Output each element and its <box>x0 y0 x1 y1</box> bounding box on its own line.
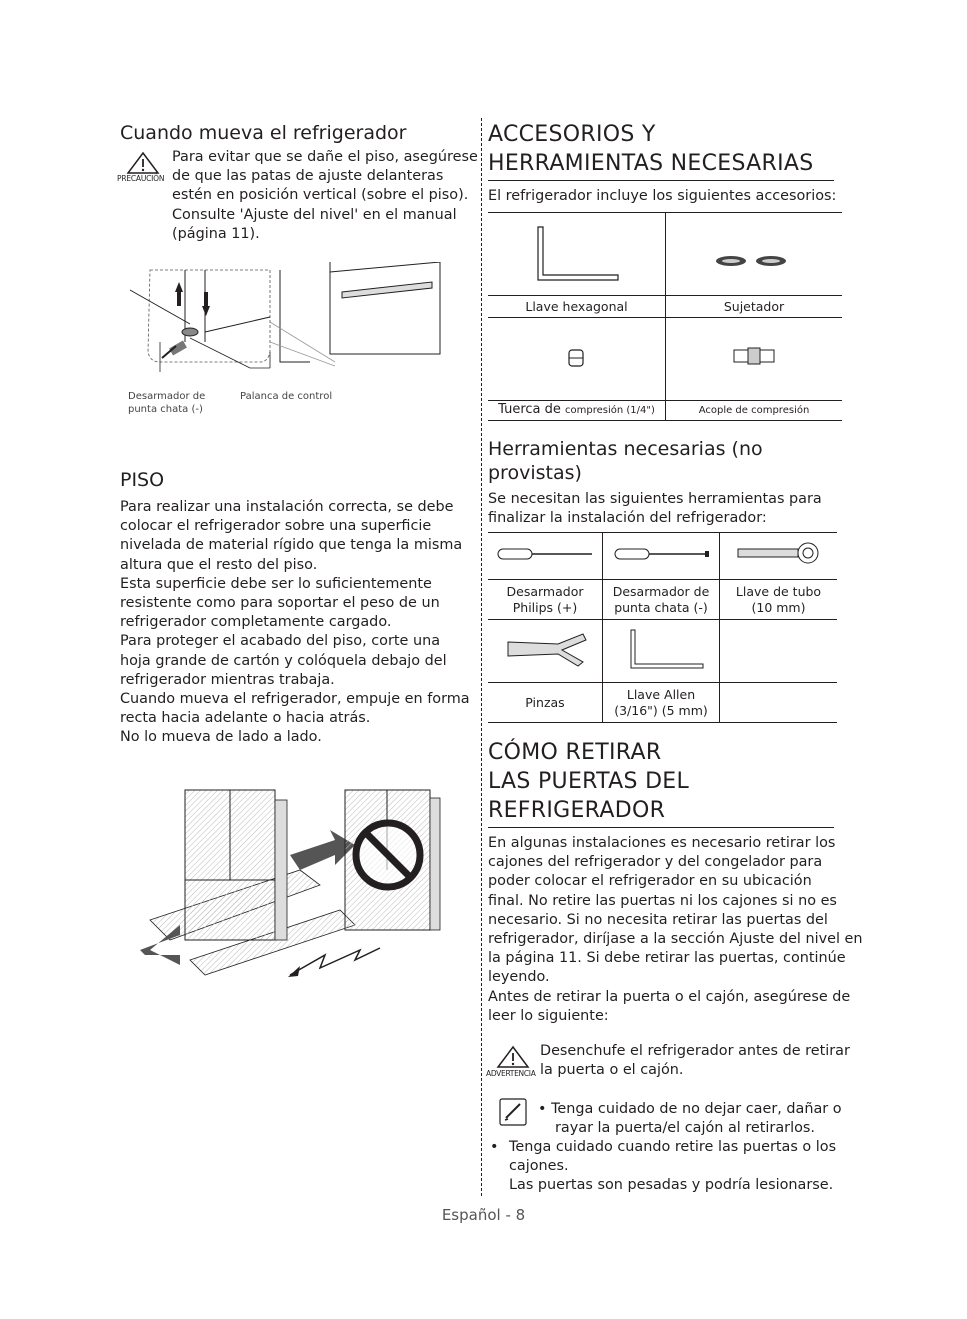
coupling-label: Acople de compresión <box>666 401 843 421</box>
empty-tool-cell <box>720 620 838 683</box>
warning-triangle-icon <box>496 1045 530 1069</box>
floor-text: Para realizar una instalación correcta, se debe colocar el refrigerador sobre una superficie nivelada de material rígido que tenga la misma altura que el resto del piso. Esta superficie debe ser lo suficientemente resistente como para soportar el peso de un refrigerador completamente cargado. Para proteger el acabado del piso, corte una hoja grande de cartón y colóquela debajo del refrigerador mientras trabaja. Cuando mueva el refrigerador, empuje en forma recta hacia adelante o hacia atrás. No lo mueva de lado a lado. <box>120 499 470 746</box>
caution-label: PRECAUCIÓN <box>117 174 165 183</box>
pliers-label: Pinzas <box>488 683 603 723</box>
title-rule <box>488 180 834 181</box>
nut-label: Tuerca de compresión (1/4") <box>488 401 666 421</box>
tube-wrench-icon <box>720 533 837 575</box>
figure-label-control-lever: Palanca de control <box>240 391 333 402</box>
hex-key-icon <box>488 213 665 291</box>
tube-wrench-cell <box>720 533 838 580</box>
doors-title-rule <box>488 827 834 828</box>
column-divider <box>481 118 482 1196</box>
coupling-cell <box>666 318 843 401</box>
floor-title: PISO <box>120 469 165 491</box>
fastener-cell <box>666 213 843 296</box>
flat-screwdriver-label: Desarmador de punta chata (-) <box>603 580 720 620</box>
note-text: • Tenga cuidado de no dejar caer, dañar o rayar la puerta/el cajón al retirarlos. <box>538 1101 842 1137</box>
fastener-label: Sujetador <box>666 296 843 318</box>
nut-cell <box>488 318 666 401</box>
accessories-title: ACCESORIOS Y HERRAMIENTAS NECESARIAS <box>488 122 814 176</box>
fastener-icon <box>666 213 842 291</box>
warning-text: Desenchufe el refrigerador antes de retirar la puerta o el cajón. <box>540 1043 850 1079</box>
tools-title: Herramientas necesarias (no provistas) <box>488 438 763 484</box>
figure-label-screwdriver: Desarmador de punta chata (-) <box>128 391 206 415</box>
warning-label: ADVERTENCIA <box>486 1069 536 1078</box>
doors-text: En algunas instalaciones es necesario retirar los cajones del refrigerador y del congelador para poder colocar el refrigerador en su ubicación final. No retire las puertas ni los cajones si no es necesario. Si no necesita retirar las puertas del refrigerador, diríjase a la sección Ajuste del nivel en la página 11. Si debe retirar las puertas, continúe leyendo. Antes de retirar la puerta o el cajón, asegúrese de leer lo siguiente: <box>488 835 863 1024</box>
phillips-label: Desarmador Philips (+) <box>488 580 603 620</box>
allen-key-icon <box>603 620 719 678</box>
flat-screwdriver-cell <box>603 533 720 580</box>
pliers-icon <box>488 620 602 678</box>
note-icon <box>498 1097 530 1127</box>
hex-key-label: Llave hexagonal <box>488 296 666 318</box>
caution-text: Para evitar que se dañe el piso, asegúrese de que las patas de ajuste delanteras estén en posición vertical (sobre el piso). Consulte 'Ajuste del nivel' en el manual (página 11). <box>172 149 478 242</box>
hex-key-cell <box>488 213 666 296</box>
bullet-list: • Tenga cuidado cuando retire las puertas o los cajones. Las puertas son pesadas y podría lesionarse. <box>490 1139 837 1194</box>
allen-cell <box>603 620 720 683</box>
accessories-table <box>488 212 842 421</box>
compression-nut-icon <box>488 318 665 396</box>
leveling-leg-illustration <box>120 262 450 382</box>
page-footer: Español - 8 <box>441 1206 526 1224</box>
accessories-intro: El refrigerador incluye los siguientes accesorios: <box>488 188 837 204</box>
flat-screwdriver-icon <box>603 533 719 575</box>
allen-label: Llave Allen (3/16") (5 mm) <box>603 683 720 723</box>
empty-label-cell <box>720 683 838 723</box>
pliers-cell <box>488 620 603 683</box>
caution-triangle-icon <box>126 151 160 175</box>
tube-wrench-label: Llave de tubo (10 mm) <box>720 580 838 620</box>
moving-subtitle: Cuando mueva el refrigerador <box>120 122 407 144</box>
doors-title: CÓMO RETIRAR LAS PUERTAS DEL REFRIGERADOR <box>488 740 690 823</box>
phillips-cell <box>488 533 603 580</box>
moving-refrigerator-illustration <box>140 760 450 990</box>
compression-coupling-icon <box>666 318 842 396</box>
tools-table <box>488 532 837 723</box>
phillips-screwdriver-icon <box>488 533 602 575</box>
tools-intro: Se necesitan las siguientes herramientas para finalizar la instalación del refrigerador: <box>488 491 822 527</box>
